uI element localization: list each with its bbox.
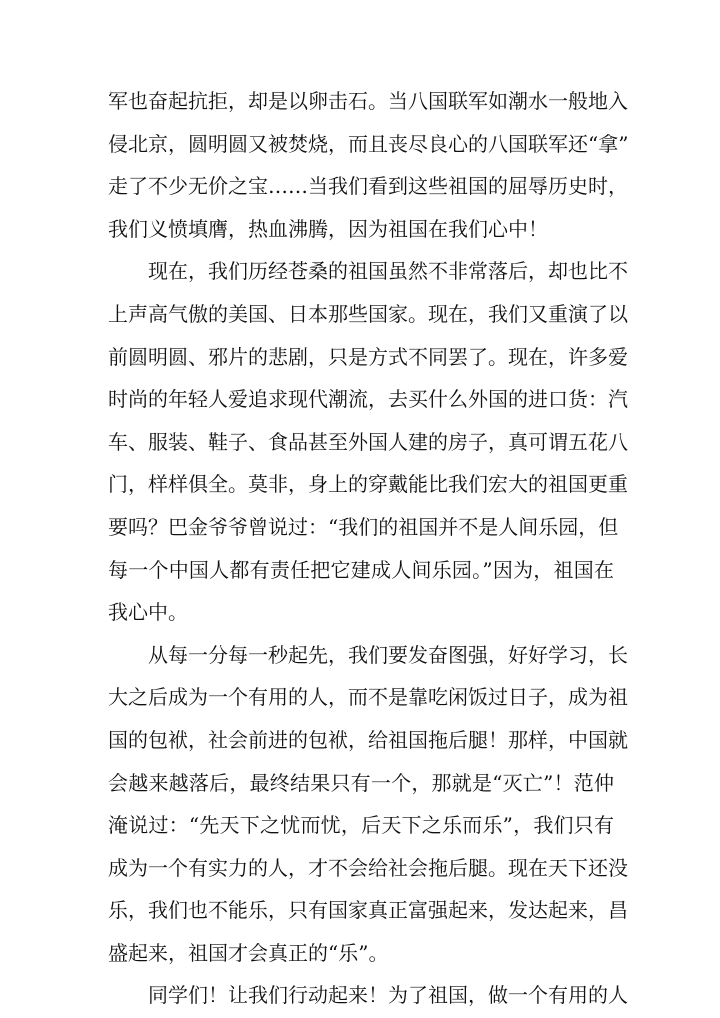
- body-text: [108, 80, 629, 1017]
- text-line: 我心中。: [108, 600, 188, 625]
- text-line: 车、服装、鞋子、食品甚至外国人建的房子，真可谓五花八: [108, 429, 628, 454]
- text-line: 从每一分每一秒起先，我们要发奋图强，好好学习，长: [148, 642, 628, 667]
- text-line: 侵北京，圆明圆又被焚烧，而且丧尽良心的八国联军还“拿”: [108, 131, 629, 156]
- text-line: 大之后成为一个有用的人，而不是靠吃闲饭过日子，成为祖: [108, 685, 628, 710]
- text-line: 每一个中国人都有责任把它建成人间乐园。”因为，祖国在: [108, 557, 614, 582]
- text-line: 要吗？巴金爷爷曾说过：“我们的祖国并不是人间乐园，但: [108, 514, 619, 539]
- text-line: 淹说过：“先天下之忧而忧，后天下之乐而乐”，我们只有: [108, 813, 614, 838]
- text-line: 前圆明圆、邪片的悲剧，只是方式不同罢了。现在，许多爱: [108, 344, 628, 369]
- text-line: 走了不少无价之宝……当我们看到这些祖国的屈辱历史时，: [108, 174, 628, 199]
- text-line: 乐，我们也不能乐，只有国家真正富强起来，发达起来，昌: [108, 898, 628, 923]
- text-line: 会越来越落后，最终结果只有一个，那就是“灭亡”！范仲: [108, 770, 614, 795]
- text-line: 国的包袱，社会前进的包袱，给祖国拖后腿！那样，中国就: [108, 727, 628, 752]
- text-line: 盛起来，祖国才会真正的“乐”。: [108, 940, 389, 965]
- text-line: 现在，我们历经苍桑的祖国虽然不非常落后，却也比不: [148, 259, 628, 284]
- text-line: 同学们！让我们行动起来！为了祖国，做一个有用的人: [148, 983, 628, 1008]
- text-line: 时尚的年轻人爱追求现代潮流，去买什么外国的进口货：汽: [108, 387, 628, 412]
- text-line: 门，样样俱全。莫非，身上的穿戴能比我们宏大的祖国更重: [108, 472, 628, 497]
- text-line: 军也奋起抗拒，却是以卵击石。当八国联军如潮水一般地入: [108, 89, 628, 113]
- text-line: 我们义愤填膺，热血沸腾，因为祖国在我们心中！: [108, 216, 548, 241]
- text-line: 上声高气傲的美国、日本那些国家。现在，我们又重演了以: [108, 301, 628, 326]
- text-line: 成为一个有实力的人，才不会给社会拖后腿。现在天下还没: [108, 855, 628, 880]
